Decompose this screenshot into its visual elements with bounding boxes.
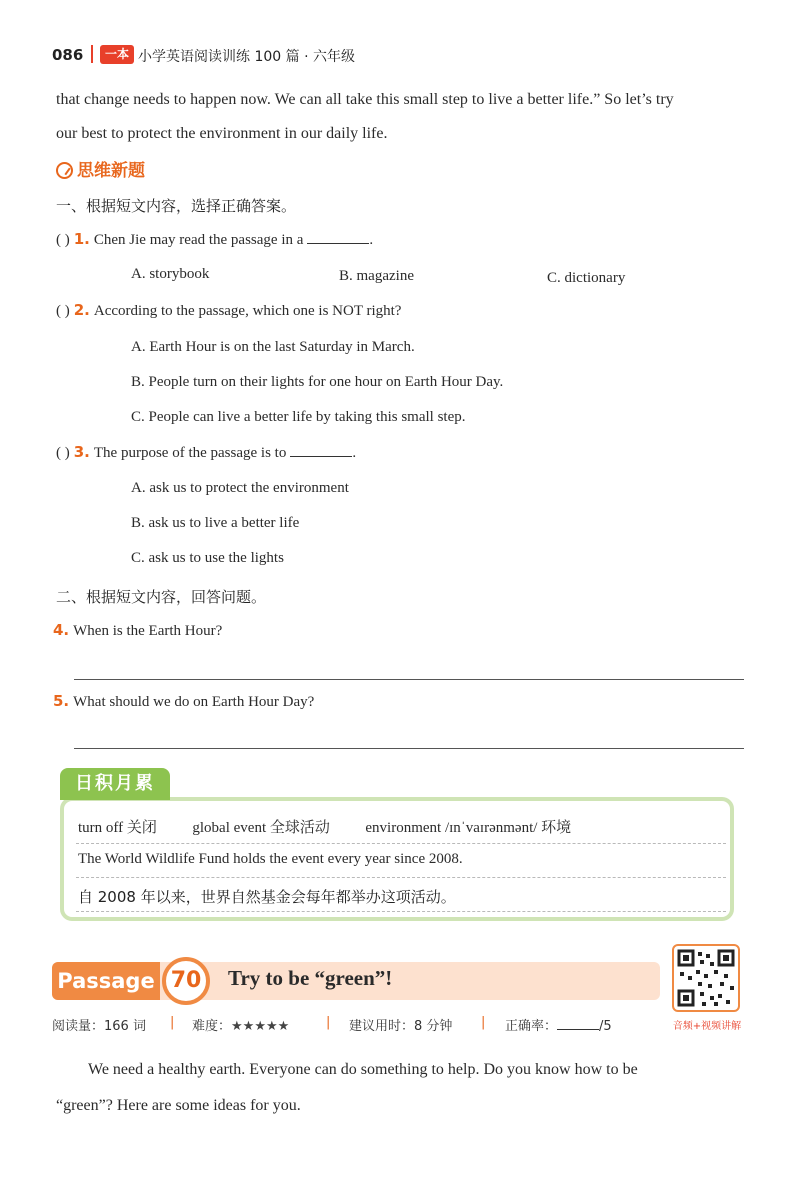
fill-blank[interactable] [290,456,352,457]
question-number: 2. [73,301,90,319]
part1-heading: 一、根据短文内容，选择正确答案。 [56,197,297,215]
option-1b[interactable]: B. magazine [339,268,414,284]
question-end: . [369,232,374,248]
passage-body-line-1: We need a healthy earth. Everyone can do something to help. Do you know how to be [88,1061,638,1078]
question-number: 4. [53,621,70,639]
question-5 [53,692,314,711]
meta-separator: | [326,1015,331,1030]
vocab-sentence-zh: 自 2008 年以来，世界自然基金会每年都举办这项活动。 [78,888,456,906]
intro-line-2: our best to protect the environment in our daily life. [56,125,388,142]
vocab-phrases [78,816,724,837]
vocab-phrase: global event 全球活动 [192,820,330,836]
question-number: 3. [73,443,90,461]
word-count: 阅读量：166 词 [52,1019,146,1034]
question-2 [56,301,756,320]
answer-paren[interactable]: ( ) [56,445,70,461]
question-number: 1. [73,230,90,248]
accuracy-blank[interactable] [557,1029,599,1030]
passage-title: Try to be “green”! [228,966,393,990]
passage-body-line-2: “green”? Here are some ideas for you. [56,1097,301,1114]
star-icon: ★★★★★ [231,1019,290,1034]
vocab-phrase: turn off 关闭 [78,820,157,836]
vocab-divider [76,877,726,878]
brand-logo: 一本 [100,45,134,64]
vocab-sentence-en: The World Wildlife Fund holds the event every year since 2008. [78,851,463,867]
answer-paren[interactable]: ( ) [56,303,70,319]
question-text: When is the Earth Hour? [73,623,223,639]
vocab-phrase: environment /ɪnˈvaɪrənmənt/ 环境 [365,820,572,836]
suggested-time: 建议用时：8 分钟 [349,1019,453,1034]
question-number: 5. [53,692,70,710]
option-2a[interactable]: A. Earth Hour is on the last Saturday in March. [131,339,415,355]
question-text: The purpose of the passage is to [93,445,287,461]
accuracy [505,1015,612,1034]
meta-separator: | [170,1015,175,1030]
option-1a[interactable]: A. storybook [131,266,210,282]
vocab-tab: 日积月累 [60,768,170,800]
answer-line-4[interactable] [74,679,744,680]
qr-code[interactable] [672,944,740,1012]
section-title [56,156,145,181]
option-3b[interactable]: B. ask us to live a better life [131,515,300,531]
part2-heading: 二、根据短文内容，回答问题。 [56,588,267,606]
passage-label: Passage [52,962,160,1000]
passage-number: 70 [162,957,210,1005]
accuracy-label: 正确率： [505,1019,558,1034]
intro-line-1: that change needs to happen now. We can all take this small step to live a better life.” So let’s try [56,91,674,108]
question-4 [53,621,222,640]
question-3 [56,443,756,462]
section-title-text: 思维新题 [77,161,145,181]
answer-paren[interactable]: ( ) [56,232,70,248]
option-2c[interactable]: C. People can live a better life by taking this small step. [131,409,466,425]
option-2b[interactable]: B. People turn on their lights for one hour on Earth Hour Day. [131,374,504,390]
vocab-divider [76,843,726,844]
option-3c[interactable]: C. ask us to use the lights [131,550,284,566]
vocab-divider [76,911,726,912]
question-end: . [352,445,357,461]
answer-line-5[interactable] [74,748,744,749]
difficulty-label: 难度： [192,1019,232,1034]
header-divider [91,45,93,63]
question-text: Chen Jie may read the passage in a [93,232,304,248]
fill-blank[interactable] [307,243,369,244]
question-text: What should we do on Earth Hour Day? [73,694,315,710]
question-1 [56,230,756,249]
question-text: According to the passage, which one is NOT right? [93,303,402,319]
book-title: 小学英语阅读训练 100 篇 · 六年级 [138,49,355,65]
qr-code-icon [674,946,738,1010]
qr-caption: 音频+视频讲解 [672,1021,742,1032]
accuracy-total: /5 [599,1019,612,1034]
pencil-icon [56,162,73,179]
option-3a[interactable]: A. ask us to protect the environment [131,480,349,496]
meta-separator: | [481,1015,486,1030]
option-1c[interactable]: C. dictionary [547,270,626,286]
difficulty [192,1015,289,1034]
page-number: 086 [52,46,84,64]
